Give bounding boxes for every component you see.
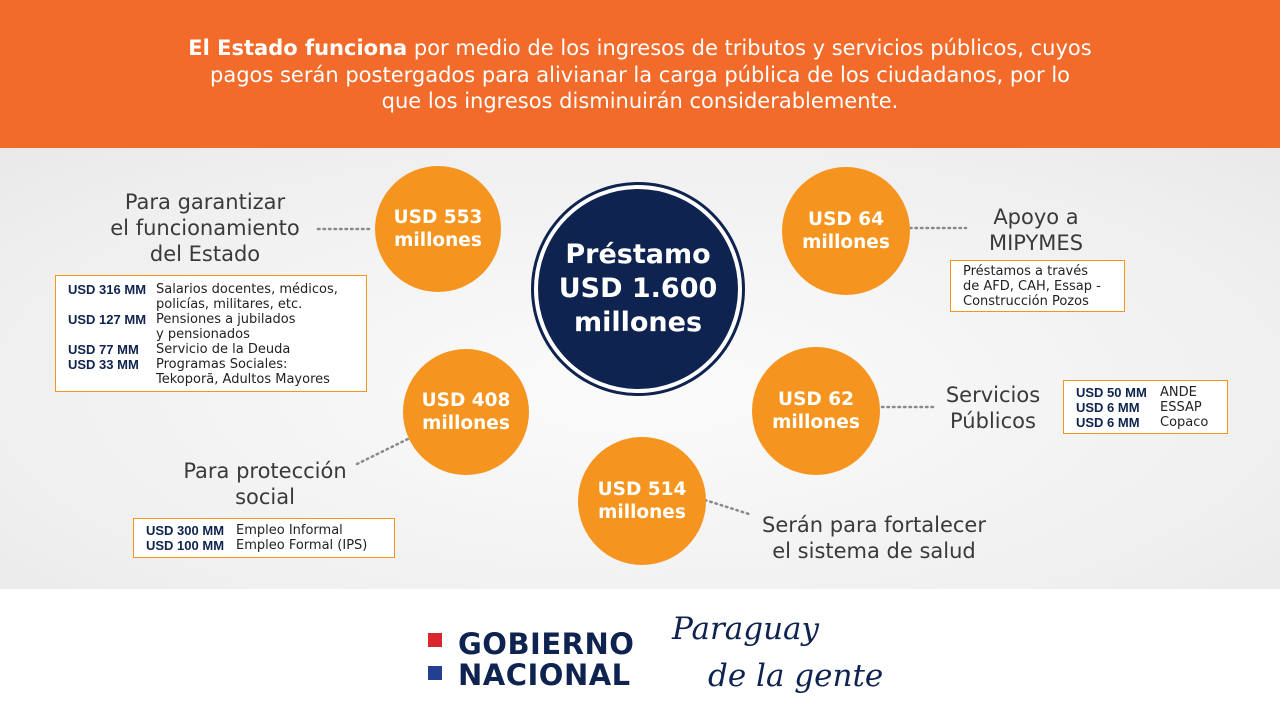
- footer: [0, 589, 1280, 720]
- center-title: Préstamo: [565, 239, 711, 270]
- detail-row: [146, 523, 394, 538]
- detail-desc: Empleo Informal: [236, 523, 343, 538]
- center-unit: millones: [573, 307, 703, 338]
- detail-amount: USD 50 MM: [1076, 385, 1147, 400]
- mipymes-detail-l1: Préstamos a través: [963, 264, 1088, 279]
- amount-514-value: USD 514: [597, 478, 687, 500]
- center-amount: USD 1.600: [558, 273, 718, 304]
- detail-desc: Programas Sociales: Tekoporã, Adultos Mayores: [156, 357, 330, 387]
- amount-circle-62: [752, 347, 880, 475]
- detail-box-funcionamiento: [55, 275, 367, 392]
- amount-62-value: USD 62: [778, 388, 854, 410]
- label-proteccion: [160, 458, 370, 510]
- gobierno-nacional-logo: [458, 629, 634, 691]
- amount-circle-64: [782, 167, 910, 295]
- detail-desc: ESSAP: [1160, 400, 1202, 415]
- mipymes-detail-l2: de AFD, CAH, Essap -: [963, 279, 1101, 294]
- detail-row: [1076, 400, 1227, 415]
- detail-desc: Copaco: [1160, 415, 1209, 430]
- detail-amount: USD 127 MM: [68, 312, 147, 327]
- detail-row: [1076, 415, 1227, 430]
- mipymes-detail-l3: Construcción Pozos: [963, 294, 1089, 309]
- header-text: [140, 35, 1140, 115]
- label-funcionamiento-l1: Para garantizar: [124, 190, 286, 214]
- detail-box-servicios: [1063, 380, 1228, 434]
- label-servicios: [937, 382, 1049, 434]
- detail-amount: USD 77 MM: [68, 342, 139, 357]
- detail-row: [68, 312, 366, 342]
- detail-box-mipymes: [950, 260, 1125, 312]
- header-line1: por medio de los ingresos de tributos y servicios públicos, cuyos: [407, 36, 1092, 60]
- detail-row: [68, 357, 366, 387]
- label-funcionamiento: [80, 189, 330, 267]
- amount-553-value: USD 553: [393, 206, 483, 228]
- detail-row: [1076, 385, 1227, 400]
- slogan-line1: Paraguay: [672, 611, 820, 647]
- detail-amount: USD 6 MM: [1076, 400, 1140, 415]
- label-mipymes-l2: MIPYMES: [988, 231, 1084, 255]
- detail-amount: USD 6 MM: [1076, 415, 1140, 430]
- amount-553-unit: millones: [394, 230, 482, 251]
- label-funcionamiento-l3: del Estado: [149, 242, 261, 266]
- amount-circle-553: [375, 166, 501, 292]
- label-salud-l1: Serán para fortalecer: [762, 513, 986, 537]
- detail-desc: Salarios docentes, médicos, policías, militares, etc.: [156, 282, 338, 312]
- detail-amount: USD 316 MM: [68, 282, 147, 297]
- header-bold: El Estado funciona: [188, 36, 408, 60]
- label-servicios-l1: Servicios: [945, 383, 1041, 407]
- amount-64-value: USD 64: [808, 208, 884, 230]
- detail-amount: USD 300 MM: [146, 523, 225, 538]
- detail-amount: USD 33 MM: [68, 357, 139, 372]
- label-mipymes-l1: Apoyo a: [993, 205, 1079, 229]
- label-proteccion-l1: Para protección: [183, 459, 347, 483]
- amount-circle-408: [403, 349, 529, 475]
- header-line2: pagos serán postergados para alivianar la carga pública de los ciudadanos, por lo: [210, 62, 1070, 87]
- amount-408-value: USD 408: [421, 389, 511, 411]
- detail-desc: Servicio de la Deuda: [156, 342, 291, 357]
- detail-desc: Empleo Formal (IPS): [236, 538, 368, 553]
- label-proteccion-l2: social: [235, 485, 295, 509]
- header-banner: [0, 0, 1280, 148]
- label-servicios-l2: Públicos: [950, 409, 1036, 433]
- slogan-line2: de la gente: [708, 658, 884, 694]
- detail-row: [68, 282, 366, 312]
- amount-64-unit: millones: [802, 232, 890, 253]
- amount-514-unit: millones: [598, 502, 686, 523]
- detail-desc: ANDE: [1160, 385, 1197, 400]
- label-salud: [748, 512, 1000, 564]
- logo-line1: GOBIERNO: [458, 627, 635, 661]
- detail-row: [68, 342, 366, 357]
- logo-red-square: [428, 633, 442, 647]
- amount-62-unit: millones: [772, 412, 860, 433]
- label-mipymes: [966, 204, 1106, 256]
- amount-408-unit: millones: [422, 413, 510, 434]
- logo-line2: NACIONAL: [458, 658, 631, 692]
- logo-blue-square: [428, 666, 442, 680]
- amount-circle-514: [578, 437, 706, 565]
- central-loan-circle: [534, 185, 742, 393]
- detail-row: [146, 538, 394, 553]
- label-funcionamiento-l2: el funcionamiento: [110, 216, 300, 240]
- detail-amount: USD 100 MM: [146, 538, 225, 553]
- detail-box-proteccion: [133, 518, 395, 558]
- detail-desc: Pensiones a jubilados y pensionados: [156, 312, 296, 342]
- header-line3: que los ingresos disminuirán considerablemente.: [381, 89, 899, 113]
- label-salud-l2: el sistema de salud: [772, 539, 976, 563]
